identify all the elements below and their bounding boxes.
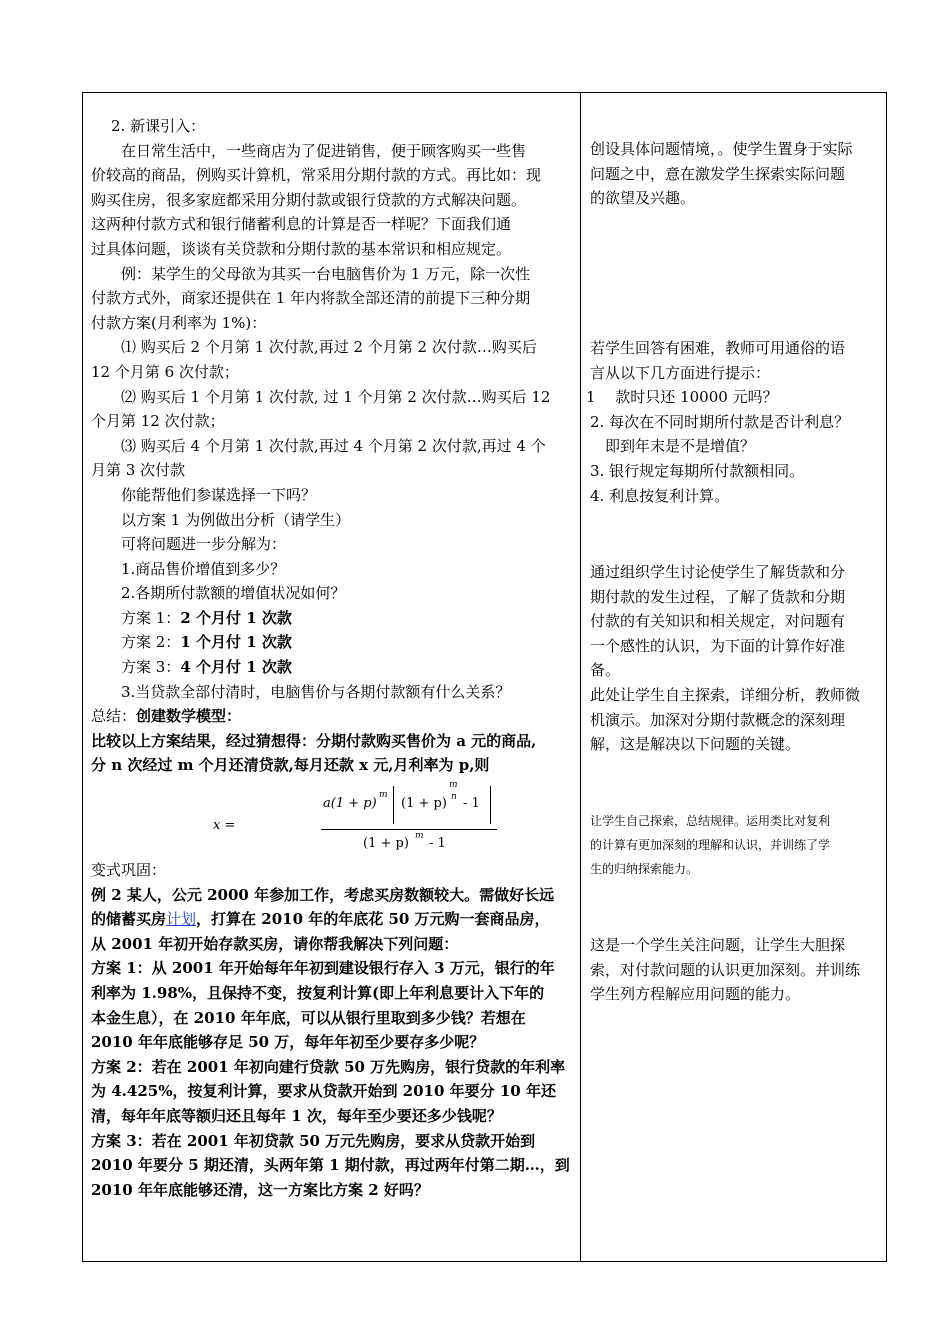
note-line: 让学生自己探索，总结规律。运用类比对复利 bbox=[590, 814, 831, 828]
formula-denominator-tail: - 1 bbox=[429, 836, 446, 852]
question-line: 可将问题进一步分解为： bbox=[121, 535, 287, 554]
variant-heading: 变式巩固： bbox=[91, 861, 167, 880]
note-line: 付款的有关知识和相关规定，对问题有 bbox=[590, 612, 846, 631]
column-divider bbox=[580, 93, 581, 1261]
plan-link[interactable]: 计划 bbox=[166, 910, 197, 929]
payment-formula bbox=[91, 778, 575, 858]
question-line: 1.商品售价增值到多少？ bbox=[121, 559, 286, 578]
option-line: ⑴ 购买后 2 个月第 1 次付款,再过 2 个月第 2 次付款…购买后 bbox=[121, 338, 537, 357]
note-block bbox=[590, 560, 890, 757]
note-line: 的欲望及兴趣。 bbox=[590, 189, 696, 208]
question-line: 以方案 1 为例做出分析（请学生） bbox=[121, 510, 351, 529]
summary-title: 创建数学模型： bbox=[136, 707, 242, 726]
example2-line: 本金生息），在 2010 年年底，可以从银行里取到多少钱？若想在 bbox=[91, 1008, 526, 1027]
example2-line: 方案 3：若在 2001 年初贷款 50 万元先购房，要求从贷款开始到 bbox=[91, 1131, 536, 1150]
note-line: 此处让学生自主探索，详细分析，教师微 bbox=[590, 685, 861, 704]
example2-line: 从 2001 年初开始存款买房，请你帮我解决下列问题： bbox=[91, 934, 459, 953]
plan-label: 方案 3： bbox=[121, 658, 181, 677]
note-block bbox=[590, 809, 890, 881]
example2-line: 利率为 1.98%，且保持不变，按复利计算(即上年利息要计入下年的 bbox=[91, 984, 545, 1002]
plan-value: 4 个月付 1 次款 bbox=[180, 658, 292, 677]
formula-exponent: m bbox=[449, 780, 458, 791]
intro-line: 购买住房，很多家庭都采用分期付款或银行贷款的方式解决问题。 bbox=[91, 190, 527, 209]
example2-line bbox=[91, 907, 575, 932]
question-line: 你能帮他们参谋选择一下吗？ bbox=[121, 485, 317, 504]
note-line: 创设具体问题情境，。使学生置身于实际 bbox=[590, 140, 853, 158]
section-heading: 2. 新课引入： bbox=[111, 117, 206, 135]
note-line: 生的归纳探索能力。 bbox=[590, 862, 699, 876]
note-line: 的计算有更加深刻的理解和认识，并训练了学 bbox=[590, 838, 831, 852]
model-line: 分 n 次经过 m 个月还清贷款,每月还款 x 元,月利率为 p,则 bbox=[91, 756, 490, 775]
note-line: 一个感性的认识，为下面的计算作好准 bbox=[590, 636, 846, 655]
summary-label: 总结： bbox=[91, 707, 137, 726]
note-block bbox=[590, 933, 890, 1007]
option-line: ⑵ 购买后 1 个月第 1 次付款, 过 1 个月第 2 次付款…购买后 12 bbox=[121, 387, 551, 406]
plan-line bbox=[91, 606, 575, 631]
example2-text: ，打算在 2010 年的年底花 50 万元购一套商品房， bbox=[196, 910, 550, 929]
summary-line bbox=[91, 704, 575, 729]
note-line: 期付款的发生过程，了解了货款和分期 bbox=[590, 587, 846, 606]
note-line: 通过组织学生讨论使学生了解货款和分 bbox=[590, 563, 846, 581]
example2-line: 例 2 某人，公元 2000 年参加工作，考虑买房数额较大。需做好长远 bbox=[91, 885, 555, 904]
note-line: 这是一个学生关注问题，让学生大胆探 bbox=[590, 936, 846, 954]
note-line: 即到年末是不是增值？ bbox=[590, 437, 756, 456]
note-block bbox=[590, 137, 882, 211]
lesson-table bbox=[82, 92, 887, 1262]
example-line: 付款方式外，商家还提供在 1 年内将款全部还清的前提下三种分期 bbox=[91, 289, 531, 308]
note-line: 4. 利息按复利计算。 bbox=[590, 486, 730, 505]
intro-line: 价较高的商品，例购买计算机，常采用分期付款的方式。再比如：现 bbox=[91, 166, 542, 185]
plan-label: 方案 2： bbox=[121, 633, 181, 652]
note-line: 备。 bbox=[590, 661, 621, 680]
note-line: 索，对付款问题的认识更加深刻。并训练 bbox=[590, 960, 861, 979]
plan-label: 方案 1： bbox=[121, 608, 181, 627]
teaching-content-column bbox=[91, 114, 575, 1202]
question-line: 2.各期所付款额的增值状况如何？ bbox=[121, 584, 346, 603]
formula-inner: (1 + p) bbox=[401, 796, 447, 812]
example2-line: 2010 年年底能够存足 50 万，每年年初至少要存多少呢？ bbox=[91, 1033, 485, 1052]
intro-line: 在日常生活中，一些商店为了促进销售，便于顾客购买一些售 bbox=[121, 141, 527, 160]
example-line: 例：某学生的父母欲为其买一台电脑售价为 1 万元，除一次性 bbox=[121, 264, 531, 283]
formula-exponent: m bbox=[415, 831, 424, 842]
formula-exponent: m bbox=[379, 790, 388, 801]
example2-line: 2010 年年底能够还清，这一方案比方案 2 好吗？ bbox=[91, 1180, 429, 1199]
plan-line bbox=[91, 630, 575, 655]
option-line: 月第 3 次付款 bbox=[91, 461, 186, 480]
formula-exponent: n bbox=[451, 792, 457, 803]
example2-line: 方案 2：若在 2001 年初向建行贷款 50 万先购房，银行贷款的年利率 bbox=[91, 1057, 566, 1076]
note-line: 言从以下几方面进行提示： bbox=[590, 363, 771, 382]
example-line: 付款方案(月利率为 1%)： bbox=[91, 313, 267, 332]
plan-value: 1 个月付 1 次款 bbox=[180, 633, 292, 652]
note-line: 学生列方程解应用问题的能力。 bbox=[590, 985, 801, 1004]
note-line: 机演示。加深对分期付款概念的深刻理 bbox=[590, 710, 846, 729]
formula-numerator: a(1 + p) bbox=[323, 796, 377, 812]
note-line: 问题之中，意在激发学生探索实际问题 bbox=[590, 164, 846, 183]
fraction-bar bbox=[321, 829, 497, 830]
note-line: 1 款时只还 10000 元吗？ bbox=[586, 388, 778, 407]
note-block bbox=[586, 336, 890, 508]
example2-line: 为 4.425%，按复利计算，要求从贷款开始到 2010 年要分 10 年还 bbox=[91, 1082, 556, 1101]
example2-line: 清，每年年底等额归还且每年 1 次，每年至少要还多少钱呢？ bbox=[91, 1106, 502, 1125]
formula-x: x = bbox=[213, 818, 236, 834]
plan-value: 2 个月付 1 次款 bbox=[180, 608, 292, 627]
option-line: 12 个月第 6 次付款； bbox=[91, 362, 239, 381]
question-line: 3.当贷款全部付清时，电脑售价与各期付款额有什么关系？ bbox=[121, 682, 511, 701]
plan-line bbox=[91, 655, 575, 680]
intro-line: 过具体问题，谈谈有关贷款和分期付款的基本常识和相应规定。 bbox=[91, 239, 512, 258]
option-line: 个月第 12 次付款； bbox=[91, 412, 225, 431]
formula-inner-tail: - 1 bbox=[463, 796, 480, 812]
intro-line: 这两种付款方式和银行储蓄利息的计算是否一样呢？下面我们通 bbox=[91, 215, 512, 234]
note-line: 3. 银行规定每期所付款额相同。 bbox=[590, 461, 805, 480]
note-line: 2. 每次在不同时期所付款是否计利息？ bbox=[590, 412, 850, 431]
example2-text: 的储蓄买房 bbox=[91, 910, 167, 929]
model-line: 比较以上方案结果，经过猜想得：分期付款购买售价为 a 元的商品, bbox=[91, 731, 537, 750]
example2-line: 2010 年要分 5 期还清，头两年第 1 期付款，再过两年付第二期…，到 bbox=[91, 1156, 570, 1175]
note-line: 若学生回答有困难，教师可用通俗的语 bbox=[590, 339, 846, 357]
example2-line: 方案 1：从 2001 年开始每年年初到建设银行存入 3 万元，银行的年 bbox=[91, 959, 555, 978]
option-line: ⑶ 购买后 4 个月第 1 次付款,再过 4 个月第 2 次付款,再过 4 个 bbox=[121, 436, 546, 455]
note-line: 解，这是解决以下问题的关键。 bbox=[590, 735, 801, 754]
formula-denominator: (1 + p) bbox=[363, 836, 409, 852]
